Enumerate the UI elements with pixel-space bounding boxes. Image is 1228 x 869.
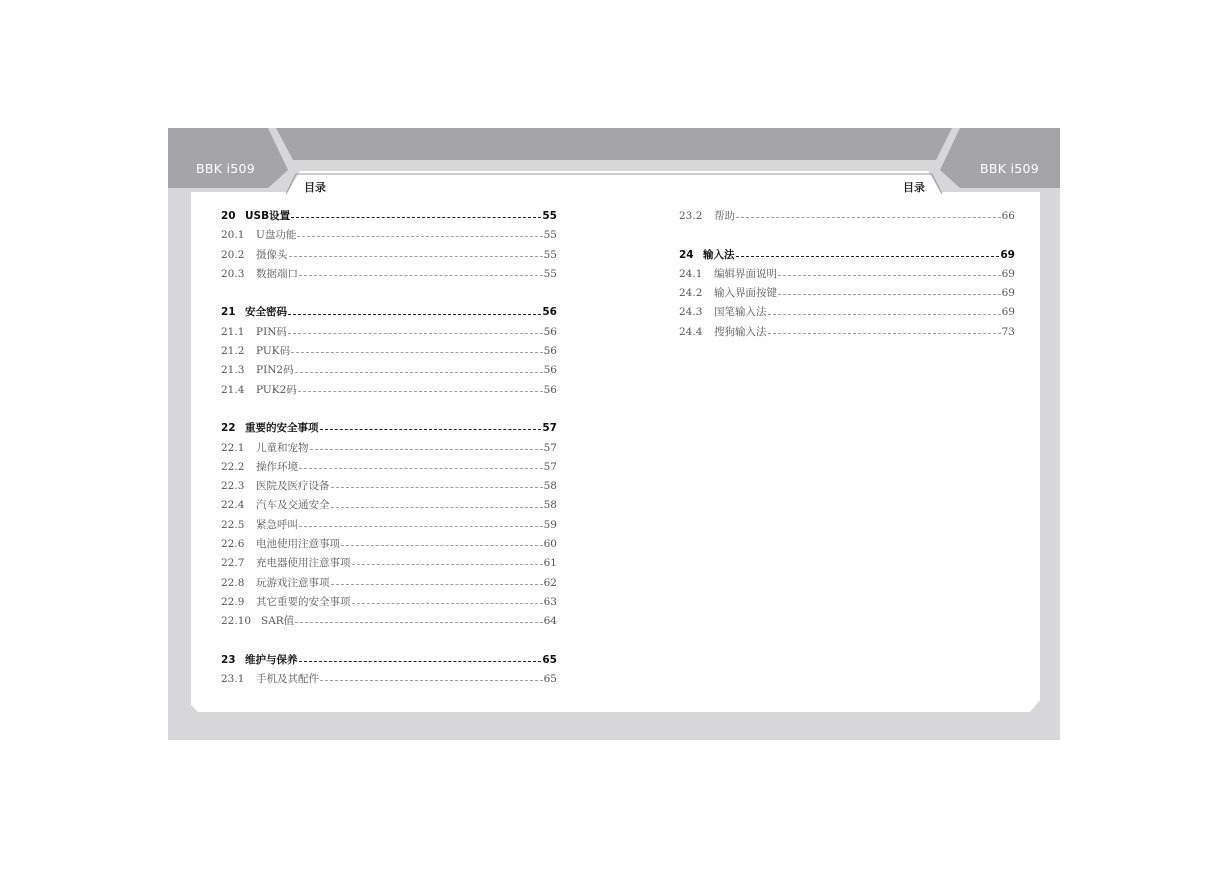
toc-number: 24.2 — [679, 287, 703, 300]
toc-leader-dots — [352, 564, 543, 565]
toc-leader-dots — [341, 545, 543, 546]
toc-leader-dots — [778, 294, 1001, 295]
toc-leader-dots — [768, 333, 1001, 334]
toc-chapter-row[interactable] — [221, 207, 557, 226]
toc-label: 其它重要的安全事项 — [256, 595, 351, 608]
toc-leader-dots — [778, 275, 1001, 276]
toc-entry-row[interactable] — [221, 361, 557, 380]
toc-page-number: 55 — [543, 229, 557, 242]
toc-entry-row[interactable] — [679, 207, 1015, 226]
toc-number: 22.2 — [221, 460, 245, 473]
toc-page-number: 62 — [543, 576, 557, 589]
toc-number: 20.3 — [221, 267, 245, 280]
toc-spacer — [679, 226, 1015, 245]
toc-left-column — [221, 207, 557, 689]
toc-entry-row[interactable] — [221, 612, 557, 631]
toc-page-number: 56 — [543, 383, 557, 396]
toc-leader-dots — [299, 275, 543, 276]
toc-number: 20 — [221, 210, 236, 222]
toc-entry-row[interactable] — [221, 246, 557, 265]
toc-leader-dots — [299, 468, 543, 469]
toc-page-number: 55 — [543, 267, 557, 280]
toc-spacer — [221, 400, 557, 419]
toc-label: PUK2码 — [256, 383, 297, 396]
toc-label: 国笔输入法 — [714, 306, 767, 319]
toc-number: 22 — [221, 422, 236, 435]
toc-number: 23.1 — [221, 673, 245, 686]
toc-label: 编辑界面说明 — [714, 267, 777, 280]
toc-number: 22.5 — [221, 518, 245, 531]
toc-spacer — [221, 284, 557, 303]
brand-left: BBK i509 — [196, 161, 256, 176]
toc-page-number: 69 — [1000, 248, 1015, 261]
toc-entry-row[interactable] — [221, 458, 557, 477]
toc-leader-dots — [768, 314, 1001, 315]
toc-leader-dots — [295, 372, 543, 373]
toc-number: 22.1 — [221, 441, 245, 454]
toc-leader-dots — [331, 507, 543, 508]
toc-leader-dots — [297, 236, 542, 237]
toc-leader-dots — [289, 256, 543, 257]
toc-number: 21.2 — [221, 345, 245, 358]
toc-entry-row[interactable] — [221, 439, 557, 458]
toc-entry-row[interactable] — [679, 323, 1015, 342]
toc-label: 帮助 — [714, 210, 735, 222]
toc-entry-row[interactable] — [221, 381, 557, 400]
toc-spacer — [221, 632, 557, 651]
toc-entry-row[interactable] — [221, 593, 557, 612]
toc-leader-dots — [736, 217, 1001, 218]
toc-number: 24.1 — [679, 267, 703, 280]
toc-page-number: 56 — [542, 306, 557, 319]
toc-leader-dots — [295, 622, 542, 623]
toc-page-number: 56 — [543, 364, 557, 377]
toc-label: 儿童和宠物 — [256, 441, 309, 454]
toc-leader-dots — [320, 680, 543, 681]
toc-number: 20.2 — [221, 248, 245, 261]
toc-entry-row[interactable] — [679, 303, 1015, 322]
toc-page-number: 58 — [543, 480, 557, 493]
toc-label: 汽车及交通安全 — [256, 499, 330, 512]
toc-page-number: 64 — [543, 615, 557, 628]
toc-entry-row[interactable] — [221, 516, 557, 535]
toc-label: 维护与保养 — [245, 653, 298, 666]
toc-leader-dots — [736, 256, 1000, 257]
toc-page-number: 55 — [542, 210, 557, 222]
toc-page-number: 63 — [543, 595, 557, 608]
toc-page-number: 65 — [543, 673, 557, 686]
toc-leader-dots — [331, 584, 543, 585]
toc-page-number: 69 — [1001, 267, 1015, 280]
toc-label: 操作环境 — [256, 460, 298, 473]
toc-right-column — [679, 207, 1015, 342]
toc-number: 24 — [679, 248, 694, 261]
toc-page-number: 73 — [1001, 325, 1015, 338]
toc-label: 输入法 — [703, 248, 735, 261]
toc-leader-dots — [291, 352, 543, 353]
toc-chapter-row[interactable] — [221, 419, 557, 438]
manual-spread — [168, 128, 1060, 740]
toc-label: 摄像头 — [256, 248, 288, 261]
toc-entry-row[interactable] — [221, 265, 557, 284]
toc-page-number: 57 — [543, 441, 557, 454]
toc-leader-dots — [298, 391, 543, 392]
toc-number: 23 — [221, 653, 236, 666]
toc-page-number: 59 — [543, 518, 557, 531]
toc-chapter-row[interactable] — [221, 651, 557, 670]
brand-right: BBK i509 — [980, 161, 1040, 176]
toc-entry-row[interactable] — [221, 342, 557, 361]
toc-number: 20.1 — [221, 229, 245, 242]
toc-number: 21.4 — [221, 383, 245, 396]
toc-entry-row[interactable] — [221, 323, 557, 342]
toc-page-number: 55 — [543, 248, 557, 261]
toc-number: 22.3 — [221, 480, 245, 493]
toc-entry-row[interactable] — [221, 574, 557, 593]
toc-number: 22.4 — [221, 499, 245, 512]
toc-number: 21 — [221, 306, 236, 319]
toc-label: 玩游戏注意事项 — [256, 576, 330, 589]
toc-page-number: 57 — [542, 422, 557, 435]
toc-leader-dots — [320, 429, 542, 430]
toc-chapter-row[interactable] — [679, 246, 1015, 265]
toc-label: 数据端口 — [256, 267, 298, 280]
toc-entry-row[interactable] — [221, 554, 557, 573]
toc-label: U盘功能 — [256, 229, 297, 242]
toc-leader-dots — [291, 217, 541, 218]
toc-leader-dots — [310, 449, 543, 450]
toc-entry-row[interactable] — [221, 226, 557, 245]
toc-page-number: 69 — [1001, 306, 1015, 319]
toc-number: 21.1 — [221, 325, 245, 338]
toc-number: 23.2 — [679, 210, 703, 222]
toc-leader-dots — [352, 603, 543, 604]
toc-label: SAR值 — [261, 615, 295, 628]
toc-entry-row[interactable] — [221, 496, 557, 515]
section-title-left: 目录 — [304, 181, 326, 194]
toc-page-number: 58 — [543, 499, 557, 512]
toc-number: 21.3 — [221, 364, 245, 377]
toc-number: 24.3 — [679, 306, 703, 319]
toc-page-number: 66 — [1001, 210, 1015, 222]
toc-entry-row[interactable] — [679, 265, 1015, 284]
toc-leader-dots — [299, 661, 542, 662]
toc-label: PIN2码 — [256, 364, 294, 377]
toc-label: USB设置 — [245, 210, 291, 222]
toc-label: 重要的安全事项 — [245, 422, 319, 435]
toc-number: 24.4 — [679, 325, 703, 338]
toc-leader-dots — [288, 314, 541, 315]
toc-label: 搜狗输入法 — [714, 325, 767, 338]
toc-entry-row[interactable] — [679, 284, 1015, 303]
toc-page-number: 56 — [543, 345, 557, 358]
toc-number: 22.8 — [221, 576, 245, 589]
toc-leader-dots — [299, 526, 543, 527]
toc-label: 安全密码 — [245, 306, 287, 319]
toc-leader-dots — [331, 487, 543, 488]
toc-number: 22.6 — [221, 538, 245, 551]
toc-number: 22.10 — [221, 615, 252, 628]
toc-page-number: 60 — [543, 538, 557, 551]
toc-leader-dots — [288, 333, 543, 334]
toc-label: PIN码 — [256, 325, 287, 338]
toc-label: 电池使用注意事项 — [256, 538, 340, 551]
toc-entry-row[interactable] — [221, 477, 557, 496]
toc-label: PUK码 — [256, 345, 291, 358]
toc-page-number: 57 — [543, 460, 557, 473]
toc-chapter-row[interactable] — [221, 303, 557, 322]
toc-entry-row[interactable] — [221, 670, 557, 689]
toc-label: 医院及医疗设备 — [256, 480, 330, 493]
toc-page-number: 56 — [543, 325, 557, 338]
toc-label: 充电器使用注意事项 — [256, 557, 351, 570]
section-title-right: 目录 — [903, 181, 925, 194]
toc-page-number: 61 — [543, 557, 557, 570]
toc-page-number: 69 — [1001, 287, 1015, 300]
toc-label: 紧急呼叫 — [256, 518, 298, 531]
toc-page-number: 65 — [542, 653, 557, 666]
toc-label: 手机及其配件 — [256, 673, 319, 686]
toc-label: 输入界面按键 — [714, 287, 777, 300]
toc-number: 22.7 — [221, 557, 245, 570]
toc-entry-row[interactable] — [221, 535, 557, 554]
toc-number: 22.9 — [221, 595, 245, 608]
